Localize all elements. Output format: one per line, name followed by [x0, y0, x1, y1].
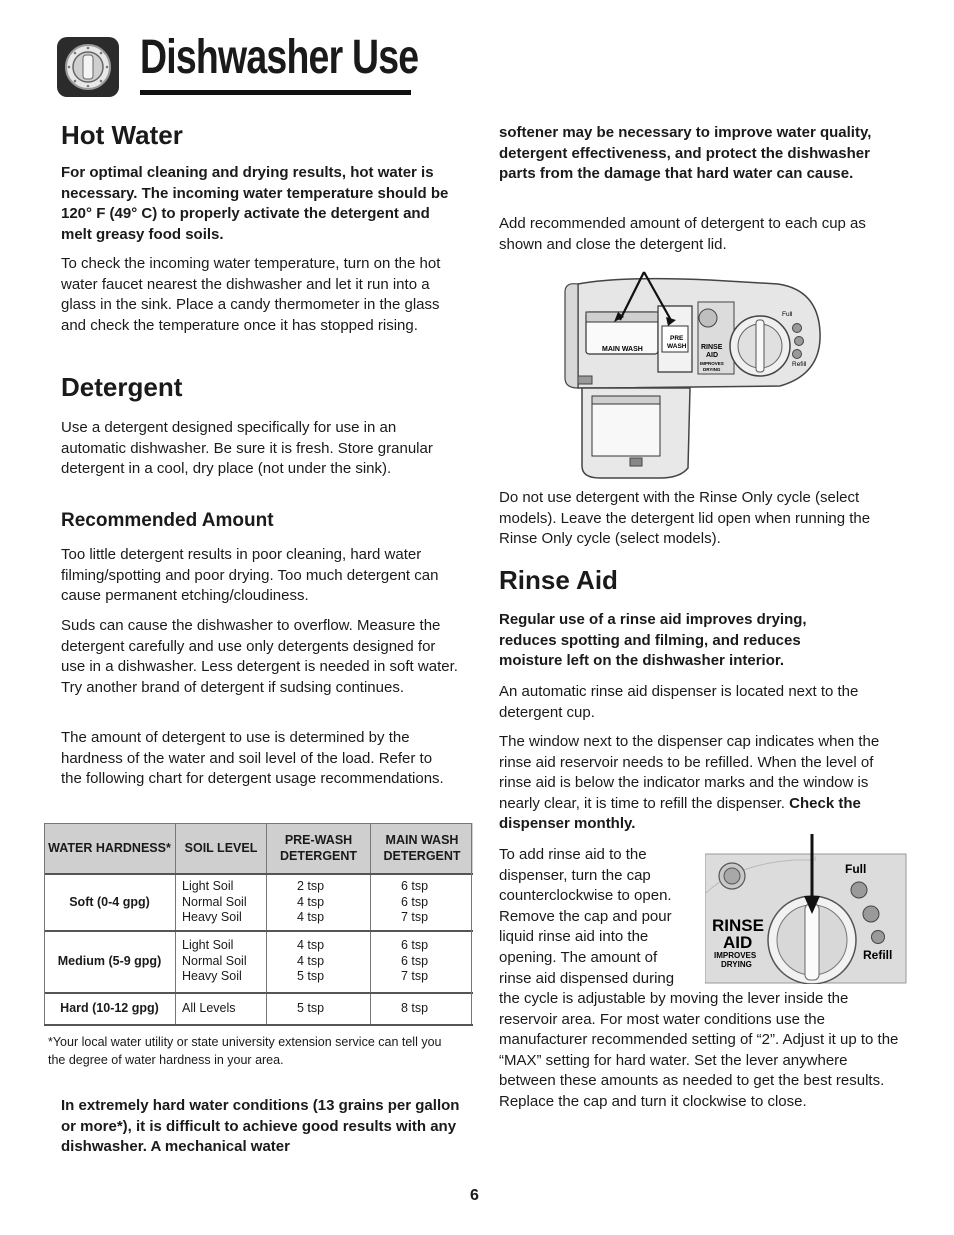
mainwash-value: 6 tsp [401, 894, 429, 909]
mainwash-cell [371, 874, 474, 931]
hardness-cell: Hard (10-12 gpg) [44, 993, 176, 1025]
prewash-value: 4 tsp [297, 938, 325, 953]
soil-cell [176, 993, 267, 1025]
hardness-cell: Soft (0-4 gpg) [44, 874, 176, 931]
rinse-label: RINSE [701, 344, 723, 351]
refill-label: Refill [863, 948, 893, 962]
soil-value: Heavy Soil [182, 910, 242, 924]
prewash-value: 5 tsp [297, 969, 325, 984]
soil-cell [176, 931, 267, 993]
aid-label: AID [723, 933, 753, 952]
rinse-label: RINSE [712, 916, 764, 935]
improves-label: IMPROVES [714, 951, 757, 960]
hard-water-note-part2: softener may be necessary to improve water quality, detergent effectiveness, and protect the dishwasher parts from the damage that hard water can cause. [499, 124, 872, 183]
rinse-aid-p1: An automatic rinse aid dispenser is located next to the detergent cup. [499, 683, 859, 721]
mainwash-cell [371, 931, 474, 993]
soil-value: Light Soil [182, 938, 234, 953]
drying-label: DRYING [721, 960, 752, 969]
rinse-aid-intro: Regular use of a rinse aid improves drying, reduces spotting and filming, and reduces moisture left on the dishwasher interior. [499, 611, 807, 670]
p3-line: rinse aid dispensed during [499, 969, 675, 987]
p3-line: liquid rinse aid into the [499, 928, 649, 946]
detergent-chart-table [44, 823, 473, 1026]
p3-line: dispenser, turn the cap [499, 866, 651, 884]
hot-water-intro: For optimal cleaning and drying results, hot water is necessary. The incoming water temperature should be 120° F (49° C) to properly activate the detergent and melt greasy food soils. [61, 164, 449, 243]
improves-label: IMPROVES [700, 361, 724, 366]
hardness-cell: Medium (5-9 gpg) [44, 931, 176, 993]
table-footnote: *Your local water utility or state university extension service can tell you the degree of water hardness in your area. [48, 1035, 442, 1067]
rinse-aid-p3-rest: the cycle is adjustable by moving the lever inside the reservoir area. For most water conditions use the manufacturer recommended setting of “2”. Adjust it up to the “MAX” setting for hard water. Set the lever anywhere between these amounts as needed to get the best results. Replace the cap and turn it clockwise to close. [499, 990, 899, 1110]
recommended-p2: Suds can cause the dishwasher to overflow. Measure the detergent carefully and use only detergents designed for use in a dishwasher. Less detergent is needed in soft water. Try another brand of detergent if sudsing continues. [61, 617, 458, 696]
table-header-cell: SOIL LEVEL [176, 823, 267, 874]
refill-label: Refill [792, 361, 807, 368]
hot-water-heading: Hot Water [61, 120, 183, 150]
table-row [44, 993, 473, 1025]
prewash-value: 5 tsp [297, 1000, 325, 1015]
mainwash-value: 7 tsp [401, 969, 429, 984]
prewash-cell [267, 993, 371, 1025]
rinse-aid-p2-text: The window next to the dispenser cap indicates when the rinse aid reservoir needs to be refilled. When the level of rinse aid is below the indicator marks and the window is nearly clear, it is time to refill the dispenser. [499, 733, 880, 812]
page-number: 6 [470, 1187, 479, 1204]
check-monthly-text: Check the dispenser monthly. [499, 794, 861, 833]
rinse-aid-p2 [499, 732, 899, 835]
mainwash-value: 6 tsp [401, 953, 429, 968]
drying-label: DRYING [703, 367, 721, 372]
p3-line: To add rinse aid to the [499, 846, 647, 863]
prewash-value: 4 tsp [297, 953, 325, 968]
prewash-cell [267, 874, 371, 931]
full-label: Full [845, 862, 867, 876]
wash-label: WASH [667, 343, 687, 350]
recommended-p3: The amount of detergent to use is determined by the hardness of the water and soil level of the load. Refer to the following chart for detergent usage recommendations. [61, 729, 444, 788]
soil-cell [176, 874, 267, 931]
table-header-cell: WATER HARDNESS* [44, 823, 176, 874]
p3-line: counterclockwise to open. [499, 887, 672, 905]
recommended-amount-heading: Recommended Amount [61, 510, 274, 531]
soil-value: All Levels [182, 1000, 236, 1015]
mainwash-cell [371, 993, 474, 1025]
soil-value: Heavy Soil [182, 969, 242, 984]
table-row [44, 874, 473, 931]
mainwash-value: 8 tsp [401, 1000, 429, 1015]
add-detergent-text: Add recommended amount of detergent to each cup as shown and close the detergent lid. [499, 215, 866, 253]
mainwash-value: 6 tsp [401, 938, 429, 953]
title-underline [140, 90, 411, 95]
hard-water-note-part1: In extremely hard water conditions (13 grains per gallon or more*), it is difficult to achieve good results with any dishwasher. A mechanical water [61, 1097, 460, 1156]
soil-value: Light Soil [182, 879, 234, 893]
rinse-only-note: Do not use detergent with the Rinse Only cycle (select models). Leave the detergent lid open when running the Rinse Only cycle (select models). [499, 489, 871, 548]
pre-label: PRE [670, 335, 684, 342]
prewash-value: 4 tsp [297, 894, 325, 909]
prewash-value: 2 tsp [297, 879, 325, 893]
rinse-aid-dispenser-figure [705, 834, 907, 984]
dishwasher-dial-icon [57, 37, 119, 97]
rinse-aid-heading: Rinse Aid [499, 565, 618, 595]
aid-label: AID [706, 352, 719, 359]
recommended-p1: Too little detergent results in poor cleaning, hard water filming/spotting and poor drying. Too much detergent can cause permanent etching/cloudiness. [61, 546, 439, 605]
main-wash-label: MAIN WASH [602, 346, 643, 353]
prewash-cell [267, 931, 371, 993]
prewash-value: 4 tsp [297, 910, 325, 924]
rinse-aid-p3-wrapped [499, 845, 699, 989]
detergent-dispenser-figure [560, 262, 822, 480]
table-header-cell: PRE-WASH DETERGENT [267, 823, 371, 874]
table-row [44, 931, 473, 993]
full-label: Full [782, 311, 793, 318]
mainwash-value: 6 tsp [401, 879, 429, 893]
detergent-body: Use a detergent designed specifically for use in an automatic dishwasher. Be sure it is fresh. Store granular detergent in a cool, dry place (not under the sink). [61, 419, 433, 478]
table-header-row [44, 823, 473, 874]
soil-value: Normal Soil [182, 894, 247, 909]
mainwash-value: 7 tsp [401, 910, 429, 924]
soil-value: Normal Soil [182, 953, 247, 968]
p3-line: opening. The amount of [499, 948, 658, 966]
table-header-cell: MAIN WASH DETERGENT [371, 823, 474, 874]
page-title: Dishwasher Use [140, 31, 419, 84]
detergent-heading: Detergent [61, 372, 183, 402]
hot-water-body: To check the incoming water temperature, turn on the hot water faucet nearest the dishwasher and let it run into a glass in the sink. Place a candy thermometer in the glass and check the temperature once it has stopped rising. [61, 255, 441, 334]
p3-line: Remove the cap and pour [499, 907, 672, 925]
